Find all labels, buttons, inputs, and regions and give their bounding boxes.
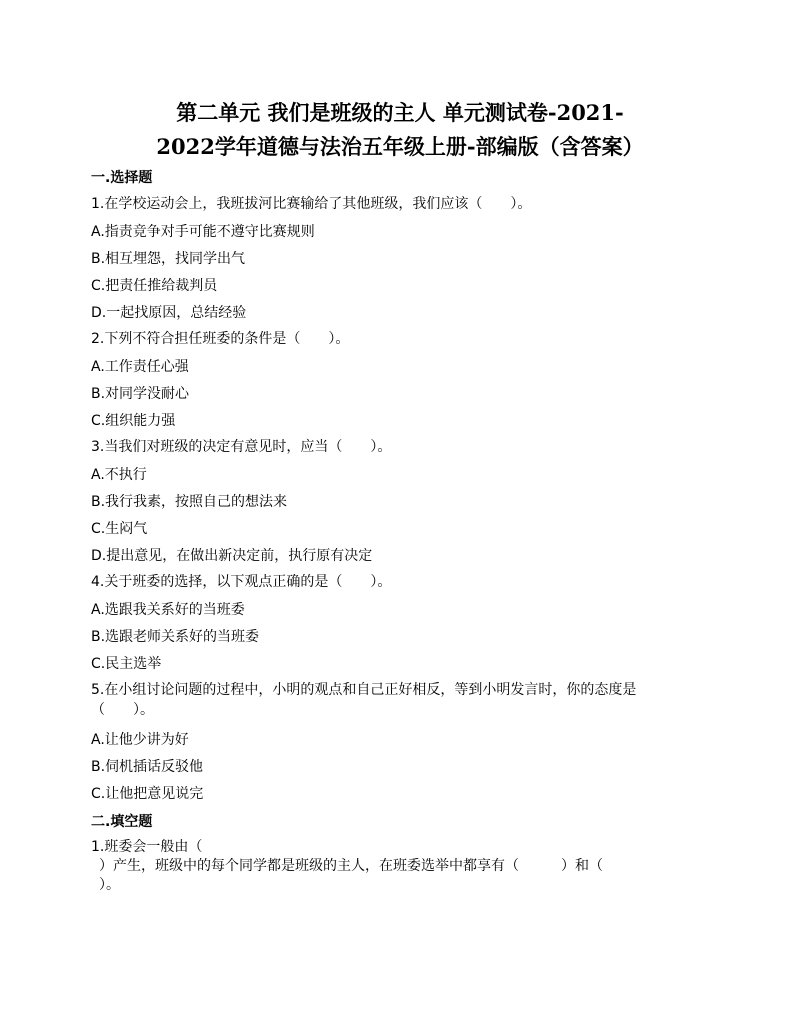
- question-2-option-a: A.工作责任心强: [91, 359, 189, 375]
- question-2: 2.下列不符合担任班委的条件是（ ）。: [91, 331, 350, 347]
- question-5-line-1: 5.在小组讨论问题的过程中，小明的观点和自己正好相反，等到小明发言时，你的态度是: [91, 682, 637, 698]
- question-3-option-b: B.我行我素，按照自己的想法来: [91, 494, 288, 510]
- fill-question-1-line-3: ）。: [99, 877, 120, 893]
- question-3-option-c: C.生闷气: [91, 521, 148, 537]
- document-content: [91, 166, 721, 895]
- question-5-option-c: C.让他把意见说完: [91, 786, 204, 802]
- question-4-option-b: B.选跟老师关系好的当班委: [91, 629, 260, 645]
- question-1-option-b: B.相互埋怨，找同学出气: [91, 251, 246, 267]
- question-4: 4.关于班委的选择，以下观点正确的是（ ）。: [91, 574, 392, 590]
- fill-question-1: [91, 838, 721, 895]
- question-1-option-d: D.一起找原因，总结经验: [91, 305, 247, 321]
- fill-question-1-line-1: 1.班委会一般由（: [91, 839, 203, 855]
- question-5-line-2: （ ）。: [91, 702, 154, 718]
- section-heading-fill: 二.填空题: [91, 814, 153, 830]
- question-4-option-a: A.选跟我关系好的当班委: [91, 602, 245, 618]
- question-2-option-c: C.组织能力强: [91, 413, 176, 429]
- question-3: 3.当我们对班级的决定有意见时，应当（ ）。: [91, 439, 392, 455]
- question-3-option-a: A.不执行: [91, 467, 147, 483]
- question-1-option-a: A.指责竞争对手可能不遵守比赛规则: [91, 224, 315, 240]
- question-5-option-b: B.伺机插话反驳他: [91, 759, 204, 775]
- title-line-1: 第二单元 我们是班级的主人 单元测试卷-2021-: [176, 100, 624, 125]
- question-1: 1.在学校运动会上，我班拔河比赛输给了其他班级，我们应该（ ）。: [91, 196, 532, 212]
- question-4-option-c: C.民主选举: [91, 656, 162, 672]
- question-5-option-a: A.让他少讲为好: [91, 732, 189, 748]
- title-line-2: 2022学年道德与法治五年级上册-部编版（含答案）: [156, 134, 644, 159]
- question-3-option-d: D.提出意见，在做出新决定前，执行原有决定: [91, 548, 373, 564]
- question-1-option-c: C.把责任推给裁判员: [91, 278, 218, 294]
- fill-question-1-line-2: ）产生，班级中的每个同学都是班级的主人，在班委选举中都享有（ ）和（: [99, 858, 603, 874]
- question-5: [91, 680, 721, 724]
- question-2-option-b: B.对同学没耐心: [91, 386, 190, 402]
- page-title: [70, 96, 730, 164]
- section-heading-choice: 一.选择题: [91, 170, 153, 186]
